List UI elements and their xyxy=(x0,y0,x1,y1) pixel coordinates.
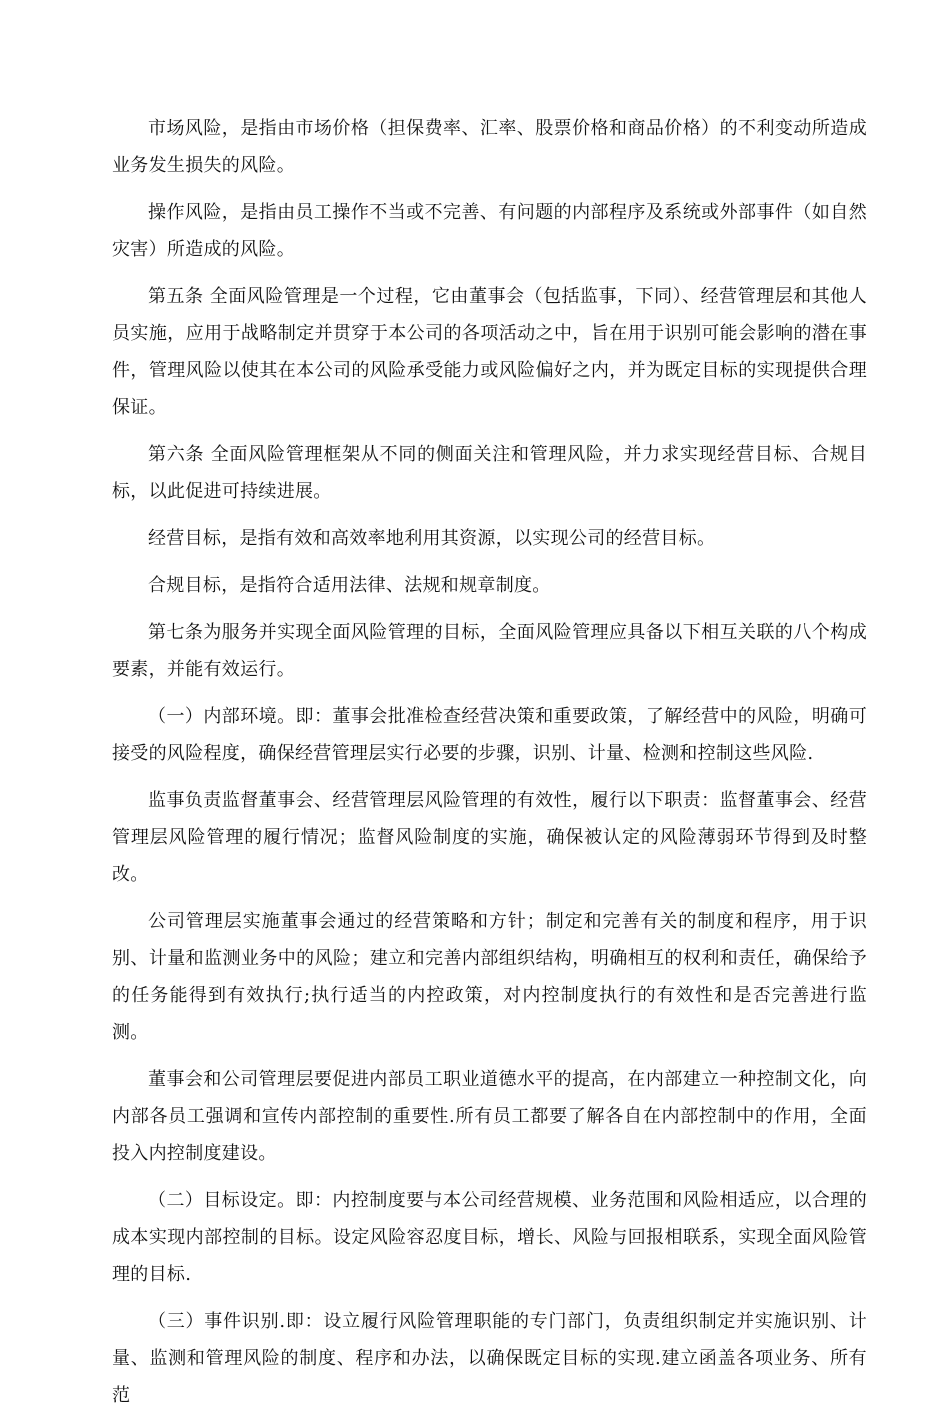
paragraph-compliance-objective: 合规目标，是指符合适用法律、法规和规章制度。 xyxy=(148,575,551,596)
paragraph-control-culture: 董事会和公司管理层要促进内部员工职业道德水平的提高，在内部建立一种控制文化，向内部各员工强调和宣传内部控制的重要性.所有员工都要了解各自在内部控制中的作用，全面投入内控制度建设。 xyxy=(112,1069,867,1164)
paragraph-management-duties: 公司管理层实施董事会通过的经营策略和方针；制定和完善有关的制度和程序，用于识别、计量和监测业务中的风险；建立和完善内部组织结构，明确相互的权利和责任，确保给予的任务能得到有效执行;执行适当的内控政策，对内控制度执行的有效性和是否完善进行监测。 xyxy=(112,911,867,1043)
document-body xyxy=(112,110,867,1424)
paragraph-event-identification: （三）事件识别.即：设立履行风险管理职能的专门部门，负责组织制定并实施识别、计量、监测和管理风险的制度、程序和办法，以确保既定目标的实现.建立函盖各项业务、所有范 xyxy=(112,1311,867,1406)
paragraph-supervisor-duties: 监事负责监督董事会、经营管理层风险管理的有效性，履行以下职责：监督董事会、经营管理层风险管理的履行情况；监督风险制度的实施，确保被认定的风险薄弱环节得到及时整改。 xyxy=(112,790,867,885)
paragraph-market-risk: 市场风险，是指由市场价格（担保费率、汇率、股票价格和商品价格）的不利变动所造成业务发生损失的风险。 xyxy=(112,118,867,176)
paragraph-business-objective: 经营目标，是指有效和高效率地利用其资源，以实现公司的经营目标。 xyxy=(148,528,716,549)
paragraph-article-7: 第七条为服务并实现全面风险管理的目标，全面风险管理应具备以下相互关联的八个构成要素，并能有效运行。 xyxy=(112,622,867,680)
paragraph-objective-setting: （二）目标设定。即：内控制度要与本公司经营规模、业务范围和风险相适应，以合理的成本实现内部控制的目标。设定风险容忍度目标，增长、风险与回报相联系，实现全面风险管理的目标. xyxy=(112,1190,867,1285)
paragraph-internal-environment: （一）内部环境。即：董事会批准检查经营决策和重要政策，了解经营中的风险，明确可接受的风险程度，确保经营管理层实行必要的步骤，识别、计量、检测和控制这些风险. xyxy=(112,706,867,764)
paragraph-operational-risk: 操作风险，是指由员工操作不当或不完善、有问题的内部程序及系统或外部事件（如自然灾害）所造成的风险。 xyxy=(112,202,867,260)
paragraph-article-6: 第六条 全面风险管理框架从不同的侧面关注和管理风险，并力求实现经营目标、合规目标，以此促进可持续进展。 xyxy=(112,444,867,502)
paragraph-article-5: 第五条 全面风险管理是一个过程，它由董事会（包括监事，下同）、经营管理层和其他人员实施，应用于战略制定并贯穿于本公司的各项活动之中，旨在用于识别可能会影响的潜在事件，管理风险以使其在本公司的风险承受能力或风险偏好之内，并为既定目标的实现提供合理保证。 xyxy=(112,286,867,418)
